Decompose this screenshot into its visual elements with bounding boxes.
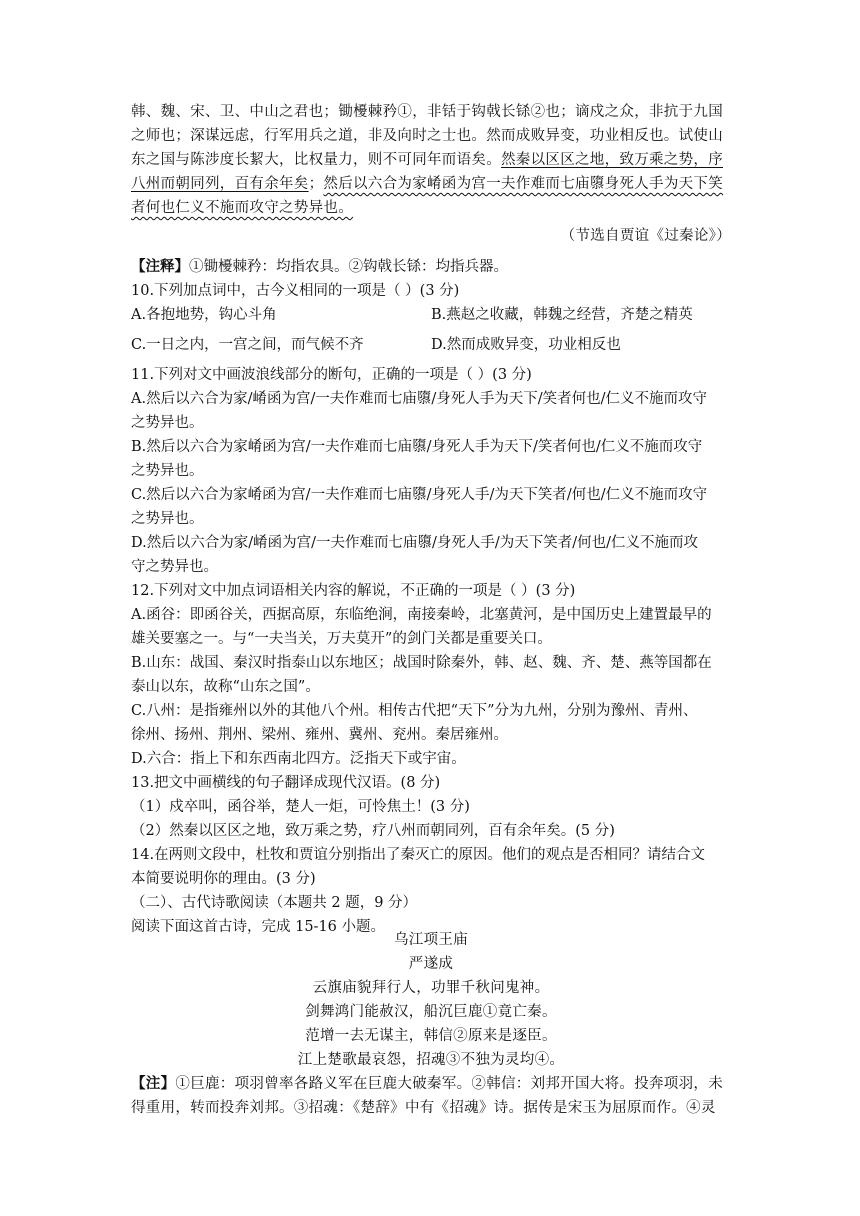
passage-line xyxy=(131,100,731,124)
option-11-b[interactable]: B.然后以六合为家崤函为宫/一夫作难而七庙隳/身死人手为天下/笑者何也/仁义不施而攻守 xyxy=(131,439,703,455)
option-10-c[interactable]: C.一日之内，一宫之间，而气候不齐 xyxy=(131,337,364,353)
question-10-options-row xyxy=(131,333,731,357)
poem-note-text: ①巨鹿：项羽曾率各路义军在巨鹿大破秦军。②韩信：刘邦开国大将。投奔项羽，未 xyxy=(175,1076,724,1092)
option-12-d[interactable]: D.六合：指上下和东西南北四方。泛指天下或宇宙。 xyxy=(131,751,466,767)
passage-text: 东之国与陈涉度长絜大，比权量力，则不可同年而语矣。 xyxy=(131,152,501,168)
passage-text: 韩、魏、宋、卫、中山之君也；锄櫌棘矜①，非铦于钩戟长铩②也；谪戍之众，非抗于九国 xyxy=(131,104,723,120)
question-13-stem: 13.把文中画横线的句子翻译成现代汉语。(8 分) xyxy=(131,775,441,791)
poem-line: 江上楚歌最哀怨，招魂③不独为灵均④。 xyxy=(297,1052,565,1068)
poem-author: 严遂成 xyxy=(408,956,454,972)
passage-line xyxy=(131,124,731,148)
note-text: ①锄櫌棘矜：均指农具。②钩戟长铩：均指兵器。 xyxy=(189,259,508,275)
poem-line: 剑舞鸿门能赦汉，船沉巨鹿①竟亡秦。 xyxy=(305,1004,557,1020)
poem-title: 乌江项王庙 xyxy=(394,932,468,948)
poem-notes xyxy=(131,1072,731,1120)
question-14-stem-cont: 本简要说明你的理由。(3 分) xyxy=(131,871,316,887)
question-10-stem: 10.下列加点词中，古今义相同的一项是（ ）(3 分) xyxy=(131,283,460,299)
question-13-sub-1: （1）戍卒叫，函谷举，楚人一炬，可怜焦土！(3 分) xyxy=(131,799,470,815)
option-11-a-cont: 之势异也。 xyxy=(131,415,204,431)
underlined-sentence: 然秦以区区之地，致万乘之势，序 xyxy=(501,152,723,168)
source-text: （节选自贾谊《过秦论》） xyxy=(560,228,731,244)
passage-line xyxy=(131,148,731,172)
option-12-a-cont: 雄关要塞之一。与“一夫当关，万夫莫开”的剑门关都是重要关口。 xyxy=(131,631,552,647)
underlined-sentence: 八州而朝同列，百有余年矣 xyxy=(131,176,309,192)
section-2-title: （二）、古代诗歌阅读（本题共 2 题，9 分） xyxy=(131,895,418,911)
question-10-options-row xyxy=(131,303,731,327)
passage-note xyxy=(131,255,731,279)
poem-line: 范增一去无谋主，韩信②原来是逐臣。 xyxy=(305,1028,557,1044)
option-12-c-cont: 徐州、扬州、荆州、梁州、雍州、冀州、兖州。秦居雍州。 xyxy=(131,727,508,743)
passage xyxy=(131,100,731,248)
poem-line: 云旗庙貌拜行人，功罪千秋问鬼神。 xyxy=(312,980,550,996)
option-12-b-cont: 泰山以东，故称“山东之国”。 xyxy=(131,679,320,695)
option-12-c[interactable]: C.八州：是指雍州以外的其他八个州。相传古代把“天下”分为九州，分别为豫州、青州、 xyxy=(131,703,698,719)
option-11-a[interactable]: A.然后以六合为家/崤函为宫/一夫作难而七庙隳/身死人手为天下/笑者何也/仁义不施而攻守 xyxy=(131,391,708,407)
option-10-d[interactable]: D.然而成败异变，功业相反也 xyxy=(431,337,621,353)
passage-line xyxy=(131,172,731,196)
option-10-a[interactable]: A.各抱地势，钩心斗角 xyxy=(131,307,277,323)
option-11-d[interactable]: D.然后以六合为家/崤函为宫/一夫作难而七庙隳/身死人手/为天下笑者/何也/仁义不施而攻 xyxy=(131,535,699,551)
note-label: 【注释】 xyxy=(131,258,189,275)
passage-line xyxy=(131,196,731,220)
option-12-b[interactable]: B.山东：战国、秦汉时指泰山以东地区；战国时除秦外，韩、赵、魏、齐、楚、燕等国都在 xyxy=(131,655,712,671)
poem-note-line xyxy=(131,1072,731,1096)
option-11-b-cont: 之势异也。 xyxy=(131,463,204,479)
poem-note-label: 【注】 xyxy=(131,1075,176,1092)
passage-text: 之师也；深谋远虑，行军用兵之道，非及向时之士也。然而成败异变，功业相反也。试使山 xyxy=(131,128,723,144)
question-12-stem: 12.下列对文中加点词语相关内容的解说，不正确的一项是（ ）(3 分) xyxy=(131,583,576,599)
option-10-b[interactable]: B.燕赵之收藏，韩魏之经营，齐楚之精英 xyxy=(431,307,693,323)
question-13-sub-2: （2）然秦以区区之地，致万乘之势，疗八州而朝同列，百有余年矣。(5 分) xyxy=(131,823,615,839)
option-12-a[interactable]: A.函谷：即函谷关，西据高原，东临绝涧，南接秦岭，北塞黄河，是中国历史上建置最早的 xyxy=(131,607,712,623)
option-11-d-cont: 守之势异也。 xyxy=(131,559,218,575)
question-14-stem: 14.在两则文段中，杜牧和贾谊分别指出了秦灭亡的原因。他们的观点是否相同？请结合文 xyxy=(131,847,706,863)
wavy-underlined-sentence: 者何也仁义不施而攻守之势异也。 xyxy=(131,200,353,216)
poem-note-line: 得重用，转而投奔刘邦。③招魂：《楚辞》中有《招魂》诗。据传是宋玉为屈原而作。④灵 xyxy=(131,1100,716,1116)
passage-text: ； xyxy=(308,176,324,192)
question-11-stem: 11.下列对文中画波浪线部分的断句，正确的一项是（ ）(3 分) xyxy=(131,367,532,383)
poem xyxy=(131,928,731,1072)
option-11-c-cont: 之势异也。 xyxy=(131,511,204,527)
questions-block xyxy=(131,255,731,939)
passage-source xyxy=(131,224,731,248)
wavy-underlined-sentence: 然后以六合为家崤函为宫一夫作难而七庙隳身死人手为天下笑 xyxy=(323,176,724,192)
option-11-c[interactable]: C.然后以六合为家崤函为宫/一夫作难而七庙隳/身死人手/为天下笑者/何也/仁义不施而攻守 xyxy=(131,487,708,503)
section-2-intro: 阅读下面这首古诗，完成 15-16 小题。 xyxy=(131,919,386,935)
